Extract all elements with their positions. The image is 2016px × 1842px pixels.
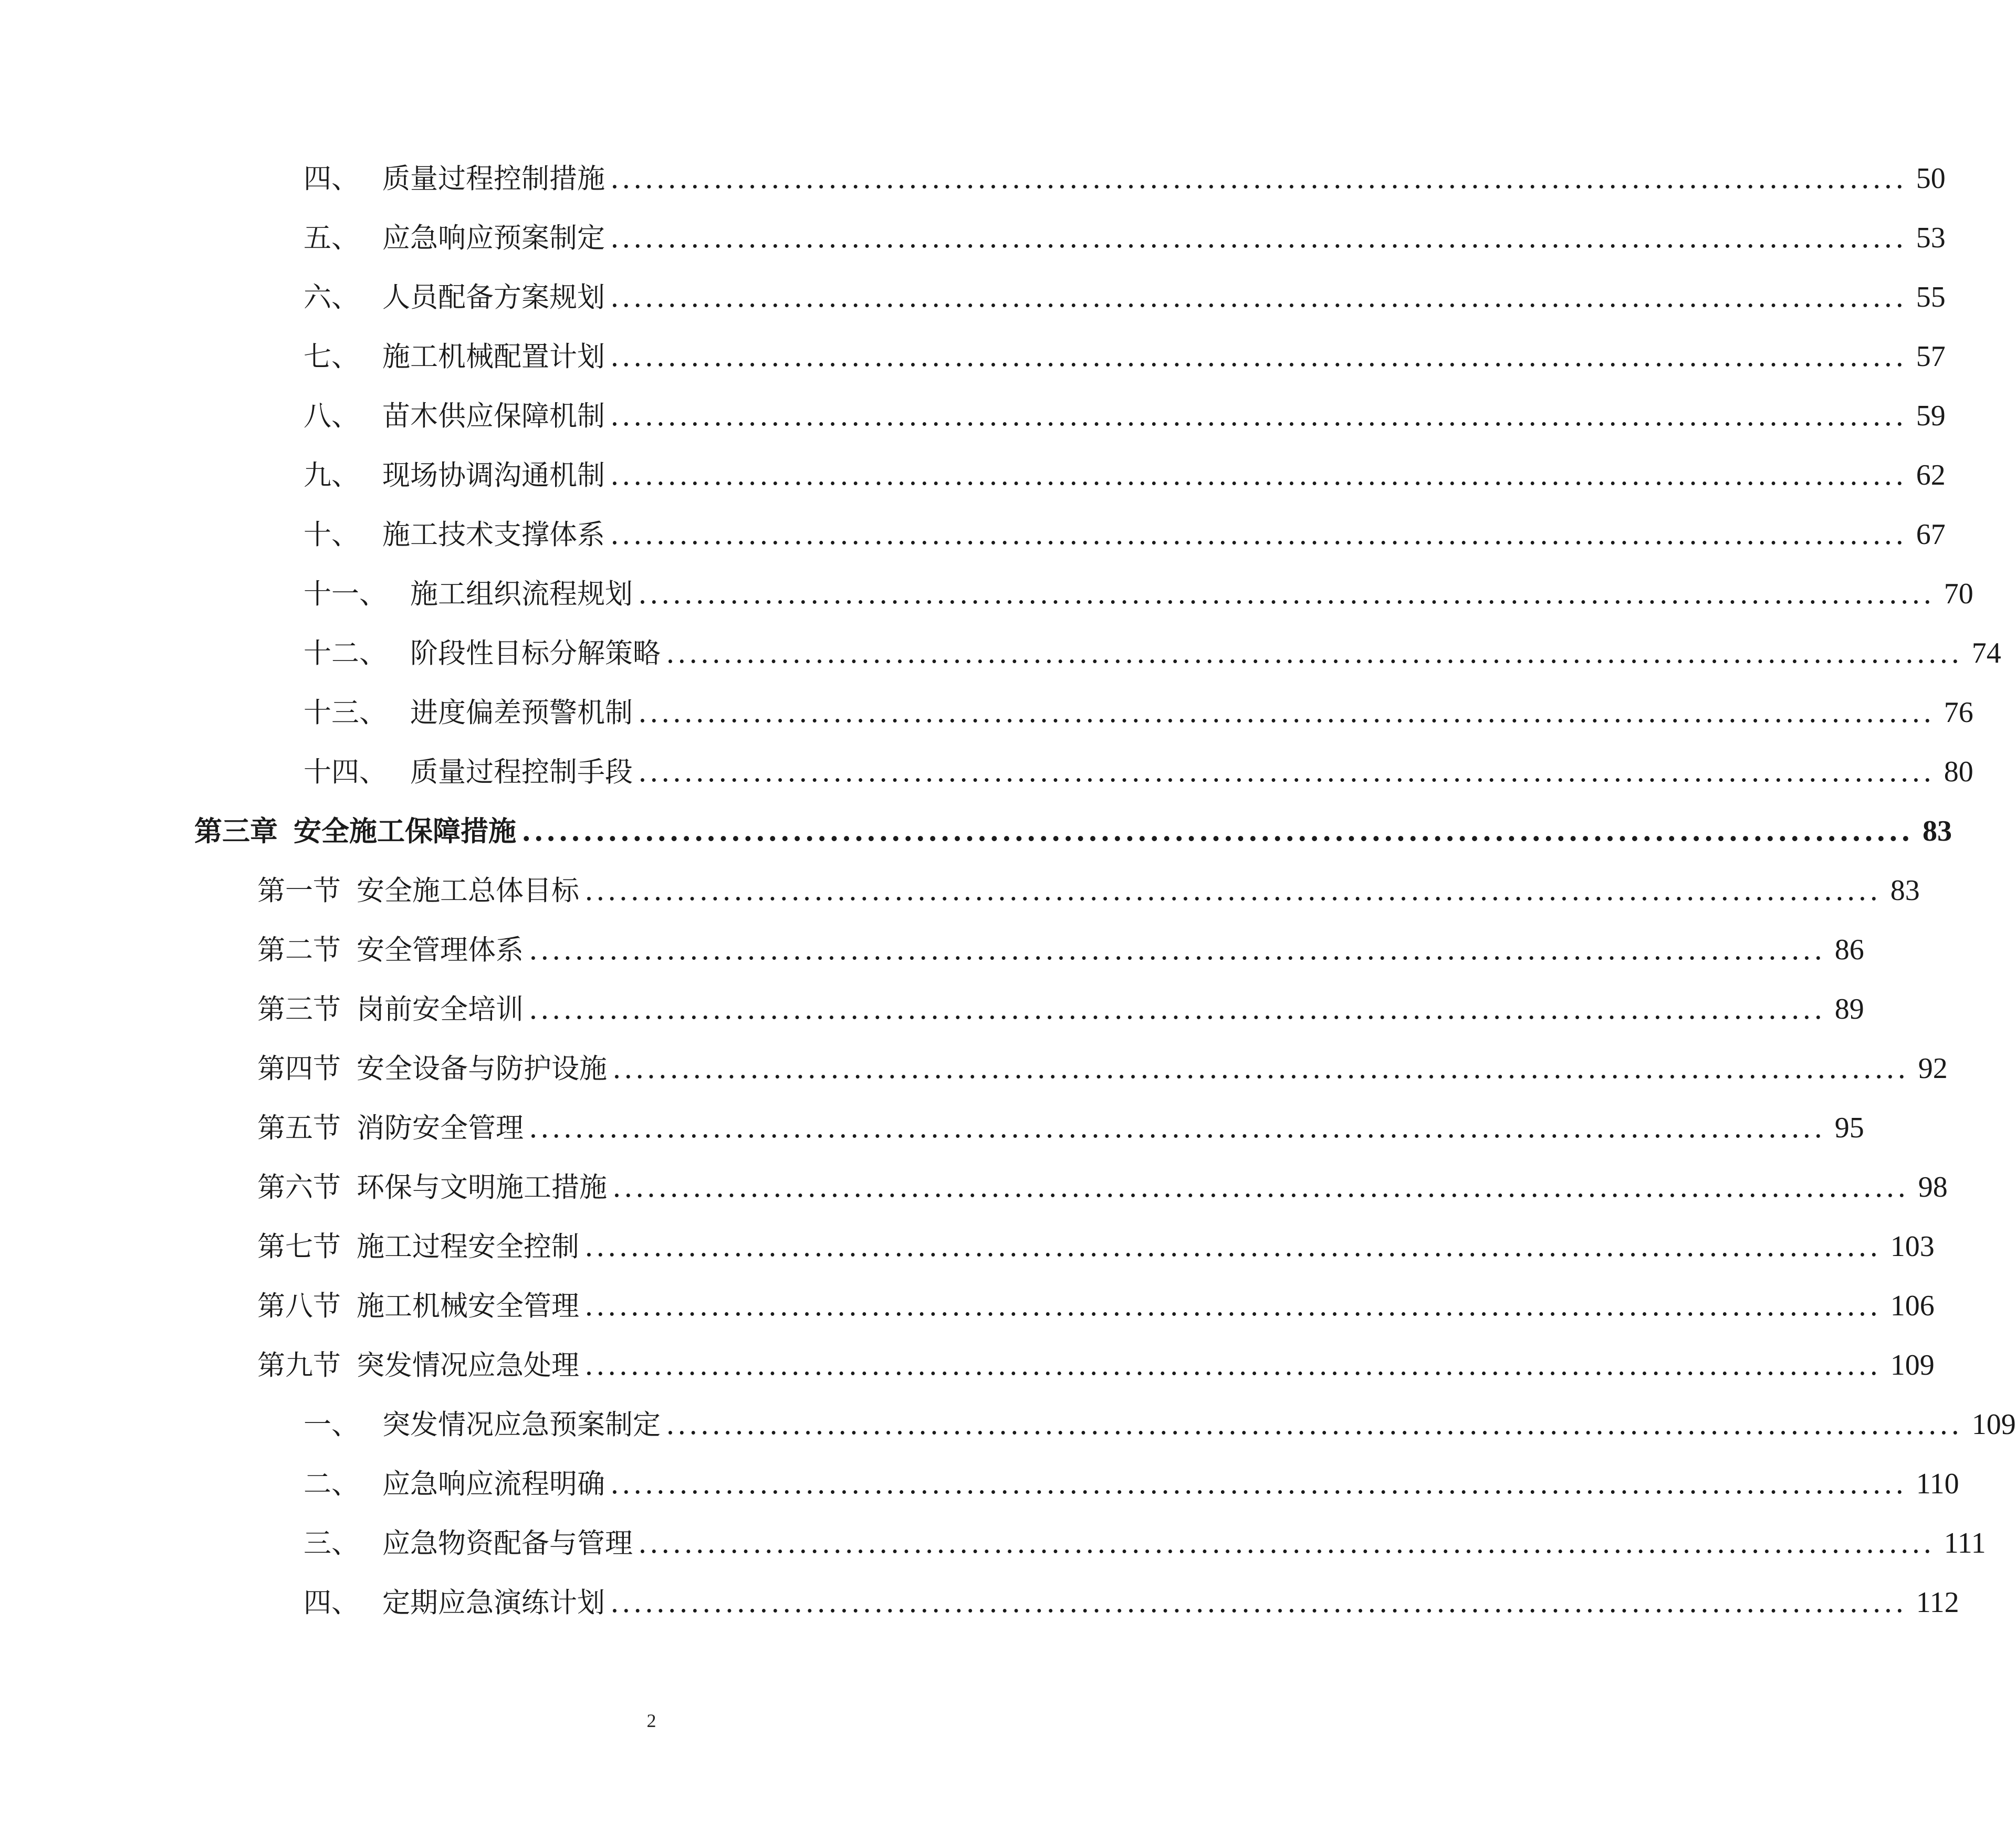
toc-entry-number: 四、: [304, 163, 359, 195]
toc-entry-title: 施工组织流程规划: [410, 578, 633, 610]
toc-entry-number: 第九节: [257, 1349, 341, 1382]
page-number-footer: 2: [646, 1710, 656, 1731]
toc-entry-number: 第三节: [257, 993, 341, 1025]
dot-leader: .................................................................................................................: [610, 400, 1907, 432]
toc-entry-title: 施工机械配置计划: [382, 341, 605, 373]
toc-entry-title: 阶段性目标分解策略: [410, 637, 661, 669]
toc-entry-number: 十四、: [304, 756, 387, 788]
toc-entry-title: 现场协调沟通机制: [382, 459, 605, 491]
toc-entry-number: 十二、: [304, 637, 387, 669]
dot-leader: .................................................................................................................: [529, 934, 1825, 966]
dot-leader: .................................................................................................................: [612, 1171, 1909, 1203]
toc-entry-title: 应急响应预案制定: [382, 222, 605, 254]
toc-section-entry[interactable]: [257, 929, 1864, 971]
dot-leader: .................................................................................................................: [584, 875, 1881, 907]
toc-entry[interactable]: [304, 751, 1973, 793]
toc-entry-page: 53: [1916, 222, 1946, 254]
toc-entry[interactable]: [304, 692, 1973, 734]
toc-section-entry[interactable]: [257, 1344, 1935, 1386]
toc-entry-number: 八、: [304, 400, 359, 432]
toc-entry-number: 一、: [304, 1409, 359, 1441]
toc-entry-number: 十一、: [304, 578, 387, 610]
dot-leader: .................................................................................................................: [638, 756, 1935, 788]
toc-entry[interactable]: [304, 1582, 1959, 1624]
dot-leader: .................................................................................................................: [529, 1112, 1825, 1144]
toc-entry-page: 62: [1916, 459, 1946, 491]
toc-entry-page: 55: [1916, 281, 1946, 313]
dot-leader: .................................................................................................................: [638, 578, 1935, 610]
toc-entry[interactable]: [304, 158, 1946, 200]
toc-section-entry[interactable]: [257, 988, 1864, 1030]
toc-entry[interactable]: [304, 217, 1946, 259]
toc-entry-title: 安全施工保障措施: [294, 815, 516, 847]
toc-section-entry[interactable]: [257, 1166, 1948, 1208]
toc-entry[interactable]: [304, 1404, 2016, 1446]
dot-leader: .................................................................................................................: [638, 1527, 1935, 1560]
toc-entry-number: 六、: [304, 281, 359, 313]
toc-section-entry[interactable]: [257, 1285, 1935, 1327]
dot-leader: .................................................................................................................: [610, 341, 1907, 373]
toc-section-entry[interactable]: [257, 1226, 1935, 1268]
toc-entry-title: 施工机械安全管理: [357, 1290, 579, 1322]
toc-entry-title: 施工过程安全控制: [357, 1231, 579, 1263]
toc-entry-title: 突发情况应急处理: [357, 1349, 579, 1382]
toc-entry-number: 第一节: [257, 875, 341, 907]
toc-entry-number: 十、: [304, 519, 359, 551]
toc-entry-title: 应急响应流程明确: [382, 1468, 605, 1500]
toc-entry-page: 95: [1834, 1112, 1864, 1144]
toc-entry-page: 112: [1916, 1586, 1959, 1619]
toc-entry-page: 83: [1923, 815, 1952, 847]
toc-entry-title: 安全设备与防护设施: [357, 1053, 607, 1085]
dot-leader: .................................................................................................................: [584, 1290, 1881, 1322]
toc-entry-number: 二、: [304, 1468, 359, 1500]
toc-entry-title: 应急物资配备与管理: [382, 1527, 633, 1560]
toc-entry[interactable]: [304, 276, 1946, 318]
toc-entry-title: 消防安全管理: [357, 1112, 524, 1144]
toc-entry-number: 第五节: [257, 1112, 341, 1144]
toc-entry-title: 质量过程控制措施: [382, 163, 605, 195]
toc-entry-page: 59: [1916, 400, 1946, 432]
toc-entry-page: 89: [1834, 993, 1864, 1025]
dot-leader: .................................................................................................................: [638, 697, 1935, 729]
toc-entry[interactable]: [304, 454, 1946, 496]
toc-entry[interactable]: [304, 1463, 1959, 1505]
toc-entry-number: 五、: [304, 222, 359, 254]
toc-entry-page: 109: [1890, 1349, 1935, 1382]
toc-entry-page: 111: [1944, 1527, 1986, 1560]
toc-entry-title: 质量过程控制手段: [410, 756, 633, 788]
dot-leader: .................................................................................................................: [610, 163, 1907, 195]
toc-entry-page: 92: [1918, 1052, 1948, 1085]
dot-leader: .................................................................................................................: [610, 1587, 1907, 1619]
toc-entry-number: 七、: [304, 341, 359, 373]
dot-leader: .................................................................................................................: [610, 519, 1907, 551]
toc-entry-number: 三、: [304, 1527, 359, 1560]
toc-entry-title: 人员配备方案规划: [382, 281, 605, 313]
toc-entry-page: 110: [1916, 1468, 1959, 1500]
toc-entry-page: 70: [1944, 578, 1973, 610]
toc-entry-title: 定期应急演练计划: [382, 1587, 605, 1619]
dot-leader: .................................................................................................................: [610, 459, 1907, 491]
toc-entry-number: 第四节: [257, 1053, 341, 1085]
toc-entry-page: 109: [1971, 1408, 2016, 1441]
dot-leader: .................................................................................................................: [584, 1231, 1881, 1263]
toc-entry-page: 83: [1890, 874, 1920, 907]
toc-entry-page: 74: [1971, 637, 2001, 669]
toc-entry-page: 106: [1890, 1290, 1935, 1322]
toc-entry-title: 安全施工总体目标: [357, 875, 579, 907]
dot-leader: .................................................................................................................: [610, 1468, 1907, 1500]
dot-leader: .................................................................................................................: [610, 222, 1907, 254]
dot-leader: .................................................................................................................: [666, 1409, 1962, 1441]
toc-entry-title: 施工技术支撑体系: [382, 519, 605, 551]
toc-entry[interactable]: [304, 1522, 1986, 1564]
toc-entry-title: 苗木供应保障机制: [382, 400, 605, 432]
toc-entry[interactable]: [304, 632, 2001, 674]
toc-entry-title: 岗前安全培训: [357, 993, 524, 1025]
dot-leader: .................................................................................................................: [521, 815, 1914, 847]
dot-leader: .................................................................................................................: [612, 1053, 1909, 1085]
toc-entry-number: 第六节: [257, 1171, 341, 1203]
toc-entry[interactable]: [304, 514, 1946, 556]
toc-entry-number: 九、: [304, 459, 359, 491]
toc-section-entry[interactable]: [257, 1048, 1948, 1090]
toc-entry-page: 80: [1944, 756, 1973, 788]
toc-entry-page: 103: [1890, 1230, 1935, 1263]
toc-entry-page: 57: [1916, 340, 1946, 373]
toc-entry-page: 50: [1916, 162, 1946, 195]
toc-entry-title: 安全管理体系: [357, 934, 524, 966]
toc-entry[interactable]: [304, 573, 1973, 615]
dot-leader: .................................................................................................................: [610, 281, 1907, 313]
toc-entry-title: 突发情况应急预案制定: [382, 1409, 661, 1441]
dot-leader: .................................................................................................................: [529, 993, 1825, 1025]
toc-entry[interactable]: [304, 395, 1946, 437]
toc-entry-number: 第二节: [257, 934, 341, 966]
toc-entry-number: 十三、: [304, 697, 387, 729]
toc-entry-number: 四、: [304, 1587, 359, 1619]
toc-entry[interactable]: [304, 336, 1946, 378]
toc-section-entry[interactable]: [257, 1107, 1864, 1149]
toc-entry-title: 环保与文明施工措施: [357, 1171, 607, 1203]
toc-section-entry[interactable]: [257, 870, 1920, 912]
toc-entry-number: 第八节: [257, 1290, 341, 1322]
toc-entry-page: 76: [1944, 696, 1973, 729]
dot-leader: .................................................................................................................: [666, 637, 1962, 669]
toc-chapter-entry[interactable]: [194, 810, 1952, 852]
toc-entry-number: 第三章: [194, 815, 278, 847]
toc-entry-page: 98: [1918, 1171, 1948, 1203]
toc-entry-number: 第七节: [257, 1231, 341, 1263]
toc-entry-title: 进度偏差预警机制: [410, 697, 633, 729]
dot-leader: .................................................................................................................: [584, 1349, 1881, 1382]
toc-entry-page: 86: [1834, 934, 1864, 966]
toc-entry-page: 67: [1916, 518, 1946, 551]
